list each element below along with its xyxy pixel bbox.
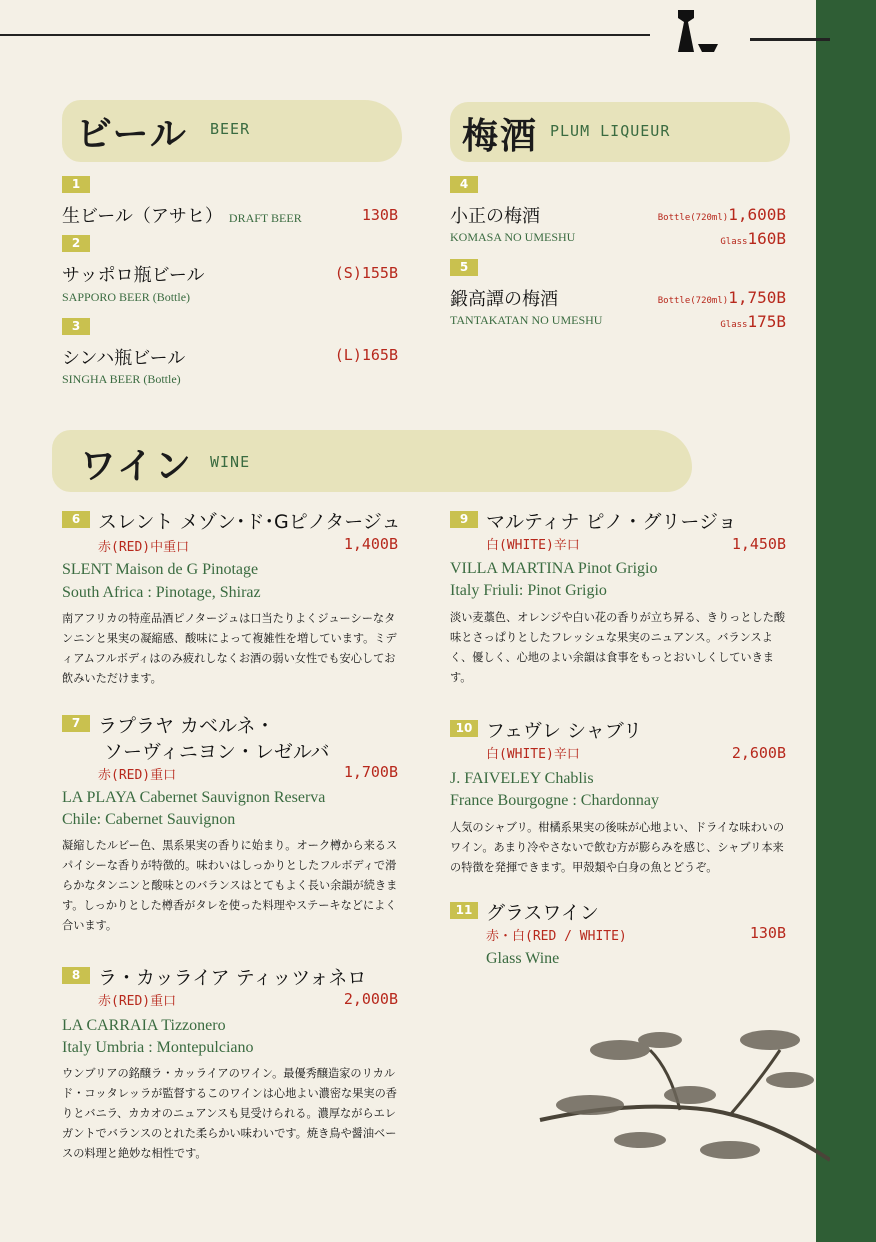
wine-price: 1,400B	[343, 535, 398, 553]
wine-type: 赤(RED)重口	[98, 768, 177, 783]
pine-tree-illustration	[530, 1010, 830, 1230]
beer-title: ビール	[76, 114, 188, 155]
item-number: 1	[62, 176, 90, 193]
wine-type: 白(WHITE)辛口	[486, 538, 580, 553]
wine-name-en: VILLA MARTINA Pinot Grigio	[450, 560, 658, 577]
bottle-label: Bottle(720ml)	[657, 213, 729, 223]
glass-label: Glass	[720, 237, 748, 247]
item-price: 130B	[361, 206, 398, 224]
item-price: (L)165B	[334, 346, 398, 364]
wine-origin: France Bourgogne : Chardonnay	[450, 792, 659, 809]
wine-type: 赤・白(RED / WHITE)	[486, 929, 627, 944]
bottle-label: Bottle(720ml)	[657, 296, 729, 306]
wine-origin: Chile: Cabernet Sauvignon	[62, 811, 236, 828]
wine-type: 赤(RED)重口	[98, 994, 177, 1009]
item-name-jp: シンハ瓶ビール	[62, 348, 186, 369]
wine-description: 淡い麦藁色、オレンジや白い花の香りが立ち昇る、きりっとした酸味とさっぱりとしたフレッシュな果実のニュアンス。バランスよく、優しく、心地のよい余韻は食事をもっとおいしくしていきます。	[450, 611, 786, 684]
item-number: 11	[450, 902, 478, 919]
item-name-jp: 小正の梅酒	[450, 206, 540, 227]
item-name-en: TANTAKATAN NO UMESHU	[450, 313, 603, 327]
item-name-jp: 生ビール（アサヒ）	[62, 206, 223, 227]
wine-price: 130B	[749, 924, 786, 942]
item-name-jp: サッポロ瓶ビール	[62, 265, 205, 286]
sake-bottle-icon	[672, 8, 722, 58]
umeshu-title: 梅酒	[462, 116, 539, 157]
glass-price	[720, 312, 786, 331]
wine-name-jp: スレント メゾン･ド･Gピノタージュ	[98, 511, 401, 533]
glass-label: Glass	[720, 320, 748, 330]
wine-title: ワイン	[80, 446, 193, 487]
wine-price: 2,600B	[731, 744, 786, 762]
item-name-en: DRAFT BEER	[228, 211, 302, 225]
wine-price: 1,450B	[731, 535, 786, 553]
glass-price	[720, 229, 786, 248]
wine-name-en: LA CARRAIA Tizzonero	[62, 1017, 226, 1034]
glass-price-value: 160B	[747, 229, 786, 248]
item-price: (S)155B	[334, 264, 398, 282]
top-rule-right	[750, 38, 830, 41]
wine-price: 1,700B	[343, 763, 398, 781]
wine-type: 白(WHITE)辛口	[486, 747, 580, 762]
item-number: 2	[62, 235, 90, 252]
item-number: 10	[450, 720, 478, 737]
item-number: 6	[62, 511, 90, 528]
wine-origin: South Africa : Pinotage, Shiraz	[62, 584, 261, 601]
beer-title-en: BEER	[210, 120, 251, 138]
bottle-price-value: 1,600B	[728, 205, 786, 224]
wine-name-jp-line2: ソーヴィニヨン・レゼルバ	[104, 741, 330, 763]
wine-name-en: SLENT Maison de G Pinotage	[62, 561, 259, 578]
wine-name-jp: マルティナ ピノ・グリージョ	[486, 511, 737, 533]
item-name-en: SAPPORO BEER (Bottle)	[62, 290, 191, 304]
bottle-price	[658, 205, 786, 224]
wine-name-en: J. FAIVELEY Chablis	[450, 770, 594, 787]
wine-name-en: LA PLAYA Cabernet Sauvignon Reserva	[62, 789, 326, 806]
wine-name-jp: ラプラヤ カベルネ・	[98, 715, 275, 737]
wine-description: 凝縮したルビー色、黒系果実の香りに始まり。オーク樽から来るスパイシーな香りが特徴的。味わいはしっかりとしたフルボディで滑らかなタンニンと酸味とのバランスはとてもよく長い余韻が続きます。しっかりとした樽香がタレを使った料理やステーキなどによく合います。	[62, 839, 398, 932]
wine-origin: Italy Umbria : Montepulciano	[62, 1039, 254, 1056]
item-name-jp: 鍛高譚の梅酒	[450, 289, 558, 310]
wine-name-en: Glass Wine	[486, 950, 560, 967]
item-number: 7	[62, 715, 90, 732]
green-side-strip	[824, 0, 876, 1242]
wine-origin: Italy Friuli: Pinot Grigio	[450, 582, 607, 599]
wine-name-jp: フェヴレ シャブリ	[486, 720, 642, 742]
bottle-price	[658, 288, 786, 307]
bottle-price-value: 1,750B	[728, 288, 786, 307]
wine-type: 赤(RED)中重口	[98, 540, 190, 555]
wine-title-en: WINE	[210, 453, 251, 471]
wine-description: 南アフリカの特産品酒ピノタージュは口当たりよくジューシーなタンニンと果実の凝縮感、酸味によって複雑性を増しています。ミディアムフルボディはのみ疲れしなくお酒の弱い女性でも安心してお飲みいただけます。	[62, 612, 397, 685]
item-name-en: SINGHA BEER (Bottle)	[62, 372, 181, 386]
wine-name-jp: ラ・カッライア ティッツォネロ	[98, 967, 367, 989]
wine-description: 人気のシャブリ。柑橘系果実の後味が心地よい、ドライな味わいのワイン。あまり冷やさないで飲む方が膨らみを感じ、シャブリ本来の特徴を発揮できます。甲殻類や白身の魚とどうぞ。	[450, 821, 785, 874]
item-name	[62, 202, 302, 228]
wine-name-jp: グラスワイン	[486, 902, 599, 924]
item-number: 5	[450, 259, 478, 276]
wine-price: 2,000B	[343, 990, 398, 1008]
item-number: 8	[62, 967, 90, 984]
item-number: 3	[62, 318, 90, 335]
wine-description: ウンブリアの銘醸ラ・カッライアのワイン。最優秀醸造家のリカルド・コッタレッラが監督するこのワインは心地よい濃密な果実の香りとバニラ、カカオのニュアンスも見受けられる。濃厚ながらエレガントでバランスのとれた柔らかい味わいです。焼き鳥や醤油ベースの料理と絶妙な相性です。	[62, 1067, 397, 1160]
umeshu-title-en: PLUM LIQUEUR	[550, 122, 671, 140]
top-rule	[0, 34, 650, 36]
glass-price-value: 175B	[747, 312, 786, 331]
item-number: 9	[450, 511, 478, 528]
item-number: 4	[450, 176, 478, 193]
item-name-en: KOMASA NO UMESHU	[450, 230, 576, 244]
